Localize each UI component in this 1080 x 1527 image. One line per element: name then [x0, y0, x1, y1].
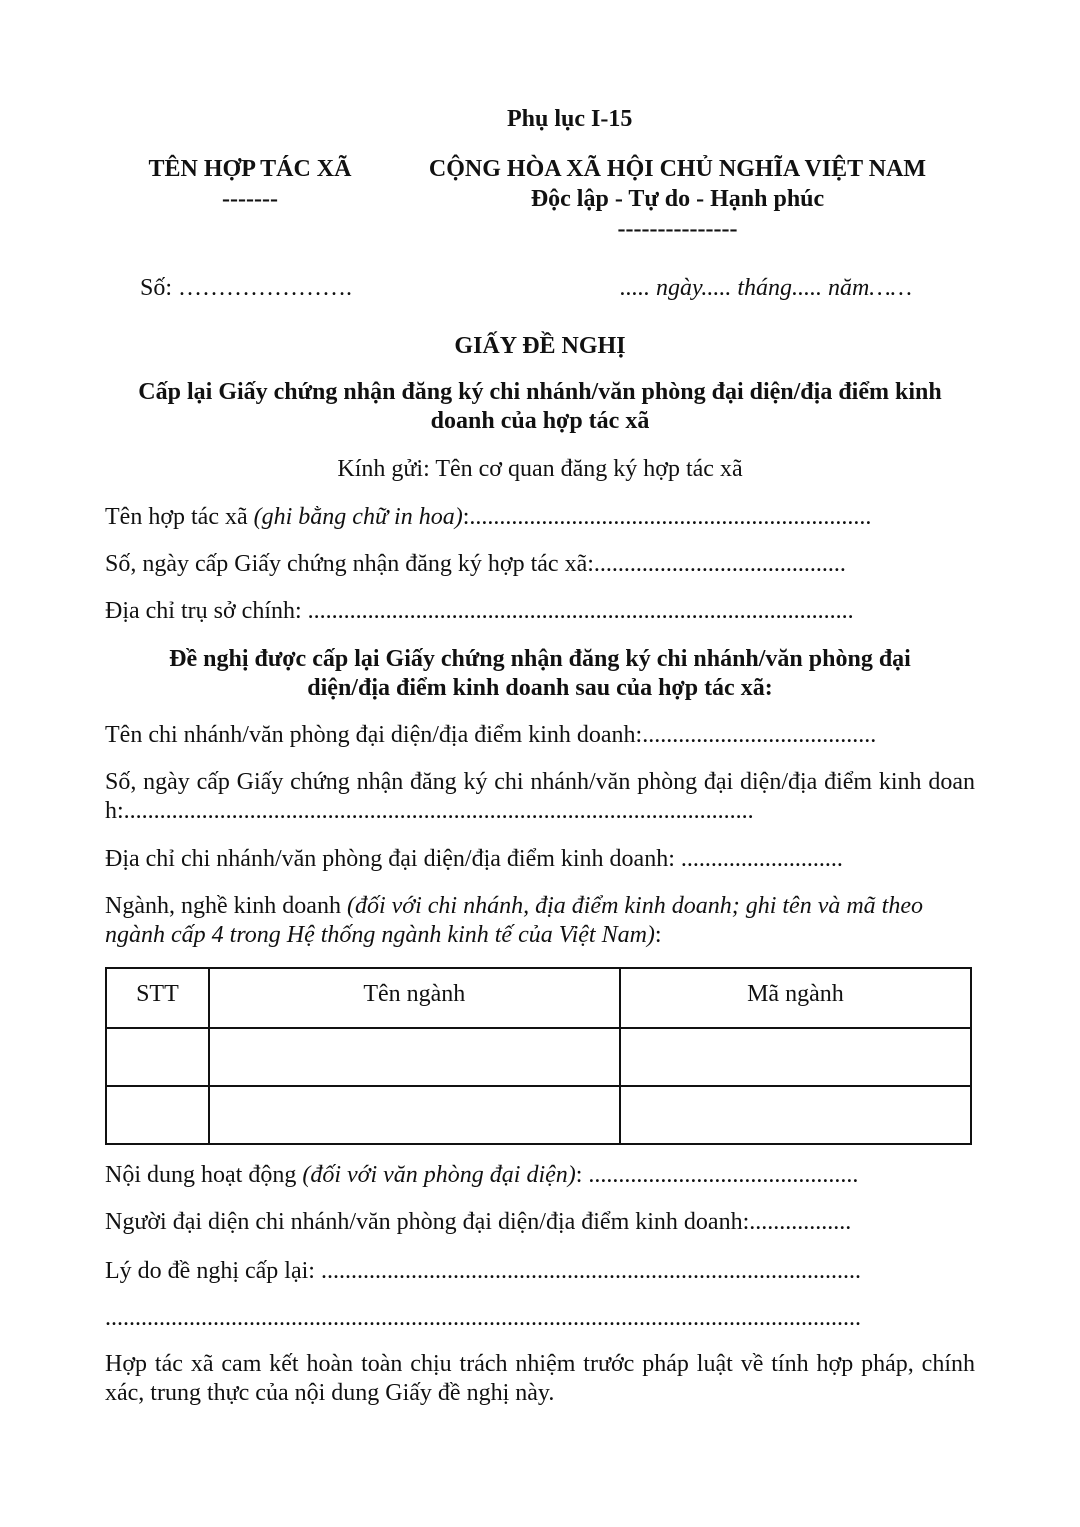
coop-name-hint: (ghi bằng chữ in hoa): [253, 504, 463, 530]
branch-name-field: Tên chi nhánh/văn phòng đại diện/địa điểm kinh doanh:.......................................: [105, 722, 877, 748]
activity-fill: : .............................................: [575, 1162, 859, 1188]
national-title: CỘNG HÒA XÃ HỘI CHỦ NGHĨA VIỆT NAM: [428, 156, 927, 182]
request-heading-line2: diện/địa điểm kinh doanh sau của hợp tác xã:: [307, 675, 773, 701]
reason-field: Lý do đề nghị cấp lại: ..........................................................................................: [105, 1258, 861, 1284]
document-title: GIẤY ĐỀ NGHỊ: [454, 333, 626, 359]
table-row: [106, 1086, 971, 1144]
coop-name-field: [105, 504, 871, 531]
document-subject-line2: doanh của hợp tác xã: [430, 408, 650, 434]
document-subject-line1: Cấp lại Giấy chứng nhận đăng ký chi nhánh/văn phòng đại diện/địa điểm kinh: [138, 379, 942, 405]
recipient-line: Kính gửi: Tên cơ quan đăng ký hợp tác xã: [337, 456, 743, 482]
table-cell[interactable]: [620, 1086, 971, 1144]
reason-extra-line: ..............................................................................................................................: [105, 1305, 861, 1331]
representative-field: Người đại diện chi nhánh/văn phòng đại diện/địa điểm kinh doanh:.................: [105, 1209, 852, 1235]
national-motto: Độc lập - Tự do - Hạnh phúc: [530, 186, 825, 212]
coop-certificate-field: Số, ngày cấp Giấy chứng nhận đăng ký hợp tác xã:..........................................: [105, 551, 846, 577]
header-ten-nganh: Tên ngành: [209, 968, 620, 1028]
industry-field: [105, 892, 975, 950]
table-cell[interactable]: [209, 1028, 620, 1086]
org-name: TÊN HỢP TÁC XÃ: [148, 156, 352, 182]
org-rule: -------: [222, 186, 278, 212]
motto-rule: ---------------: [617, 216, 738, 242]
commitment-paragraph: Hợp tác xã cam kết hoàn toàn chịu trách nhiệm trước pháp luật về tính hợp pháp, chính xác, trung thực của nội dung Giấy đề nghị này.: [105, 1351, 975, 1406]
industry-colon: :: [654, 922, 662, 948]
coop-name-fill: :...................................................................: [462, 504, 872, 530]
activity-field: [105, 1162, 858, 1189]
appendix-label: Phụ lục I-15: [507, 106, 633, 132]
coop-address-field: Địa chỉ trụ sở chính: ...........................................................................................: [105, 598, 854, 624]
document-number: Số: ………………….: [140, 275, 353, 301]
industry-table: [105, 967, 972, 1145]
industry-label: Ngành, nghề kinh doanh: [105, 893, 347, 919]
header-ma-nganh: Mã ngành: [620, 968, 971, 1028]
table-cell[interactable]: [106, 1028, 209, 1086]
activity-hint: (đối với văn phòng đại diện): [302, 1162, 576, 1188]
branch-certificate-field: Số, ngày cấp Giấy chứng nhận đăng ký chi nhánh/văn phòng đại diện/địa điểm kinh doanh:.........................................................................................................: [105, 769, 975, 824]
request-heading-line1: Đề nghị được cấp lại Giấy chứng nhận đăng ký chi nhánh/văn phòng đại: [169, 646, 911, 672]
table-cell[interactable]: [106, 1086, 209, 1144]
table-header-row: [106, 968, 971, 1028]
industry-hint: (đối với chi nhánh, địa điểm kinh doanh; ghi tên và mã theo ngành cấp 4 trong Hệ thống ngành kinh tế của Việt Nam): [105, 893, 924, 948]
table-cell[interactable]: [620, 1028, 971, 1086]
table-row: [106, 1028, 971, 1086]
activity-label: Nội dung hoạt động: [105, 1162, 303, 1188]
coop-name-label: Tên hợp tác xã: [105, 504, 254, 530]
date-line: ..... ngày..... tháng..... năm……: [620, 275, 913, 301]
branch-address-field: Địa chỉ chi nhánh/văn phòng đại diện/địa điểm kinh doanh: ...........................: [105, 846, 843, 872]
header-stt: STT: [106, 968, 209, 1028]
table-cell[interactable]: [209, 1086, 620, 1144]
